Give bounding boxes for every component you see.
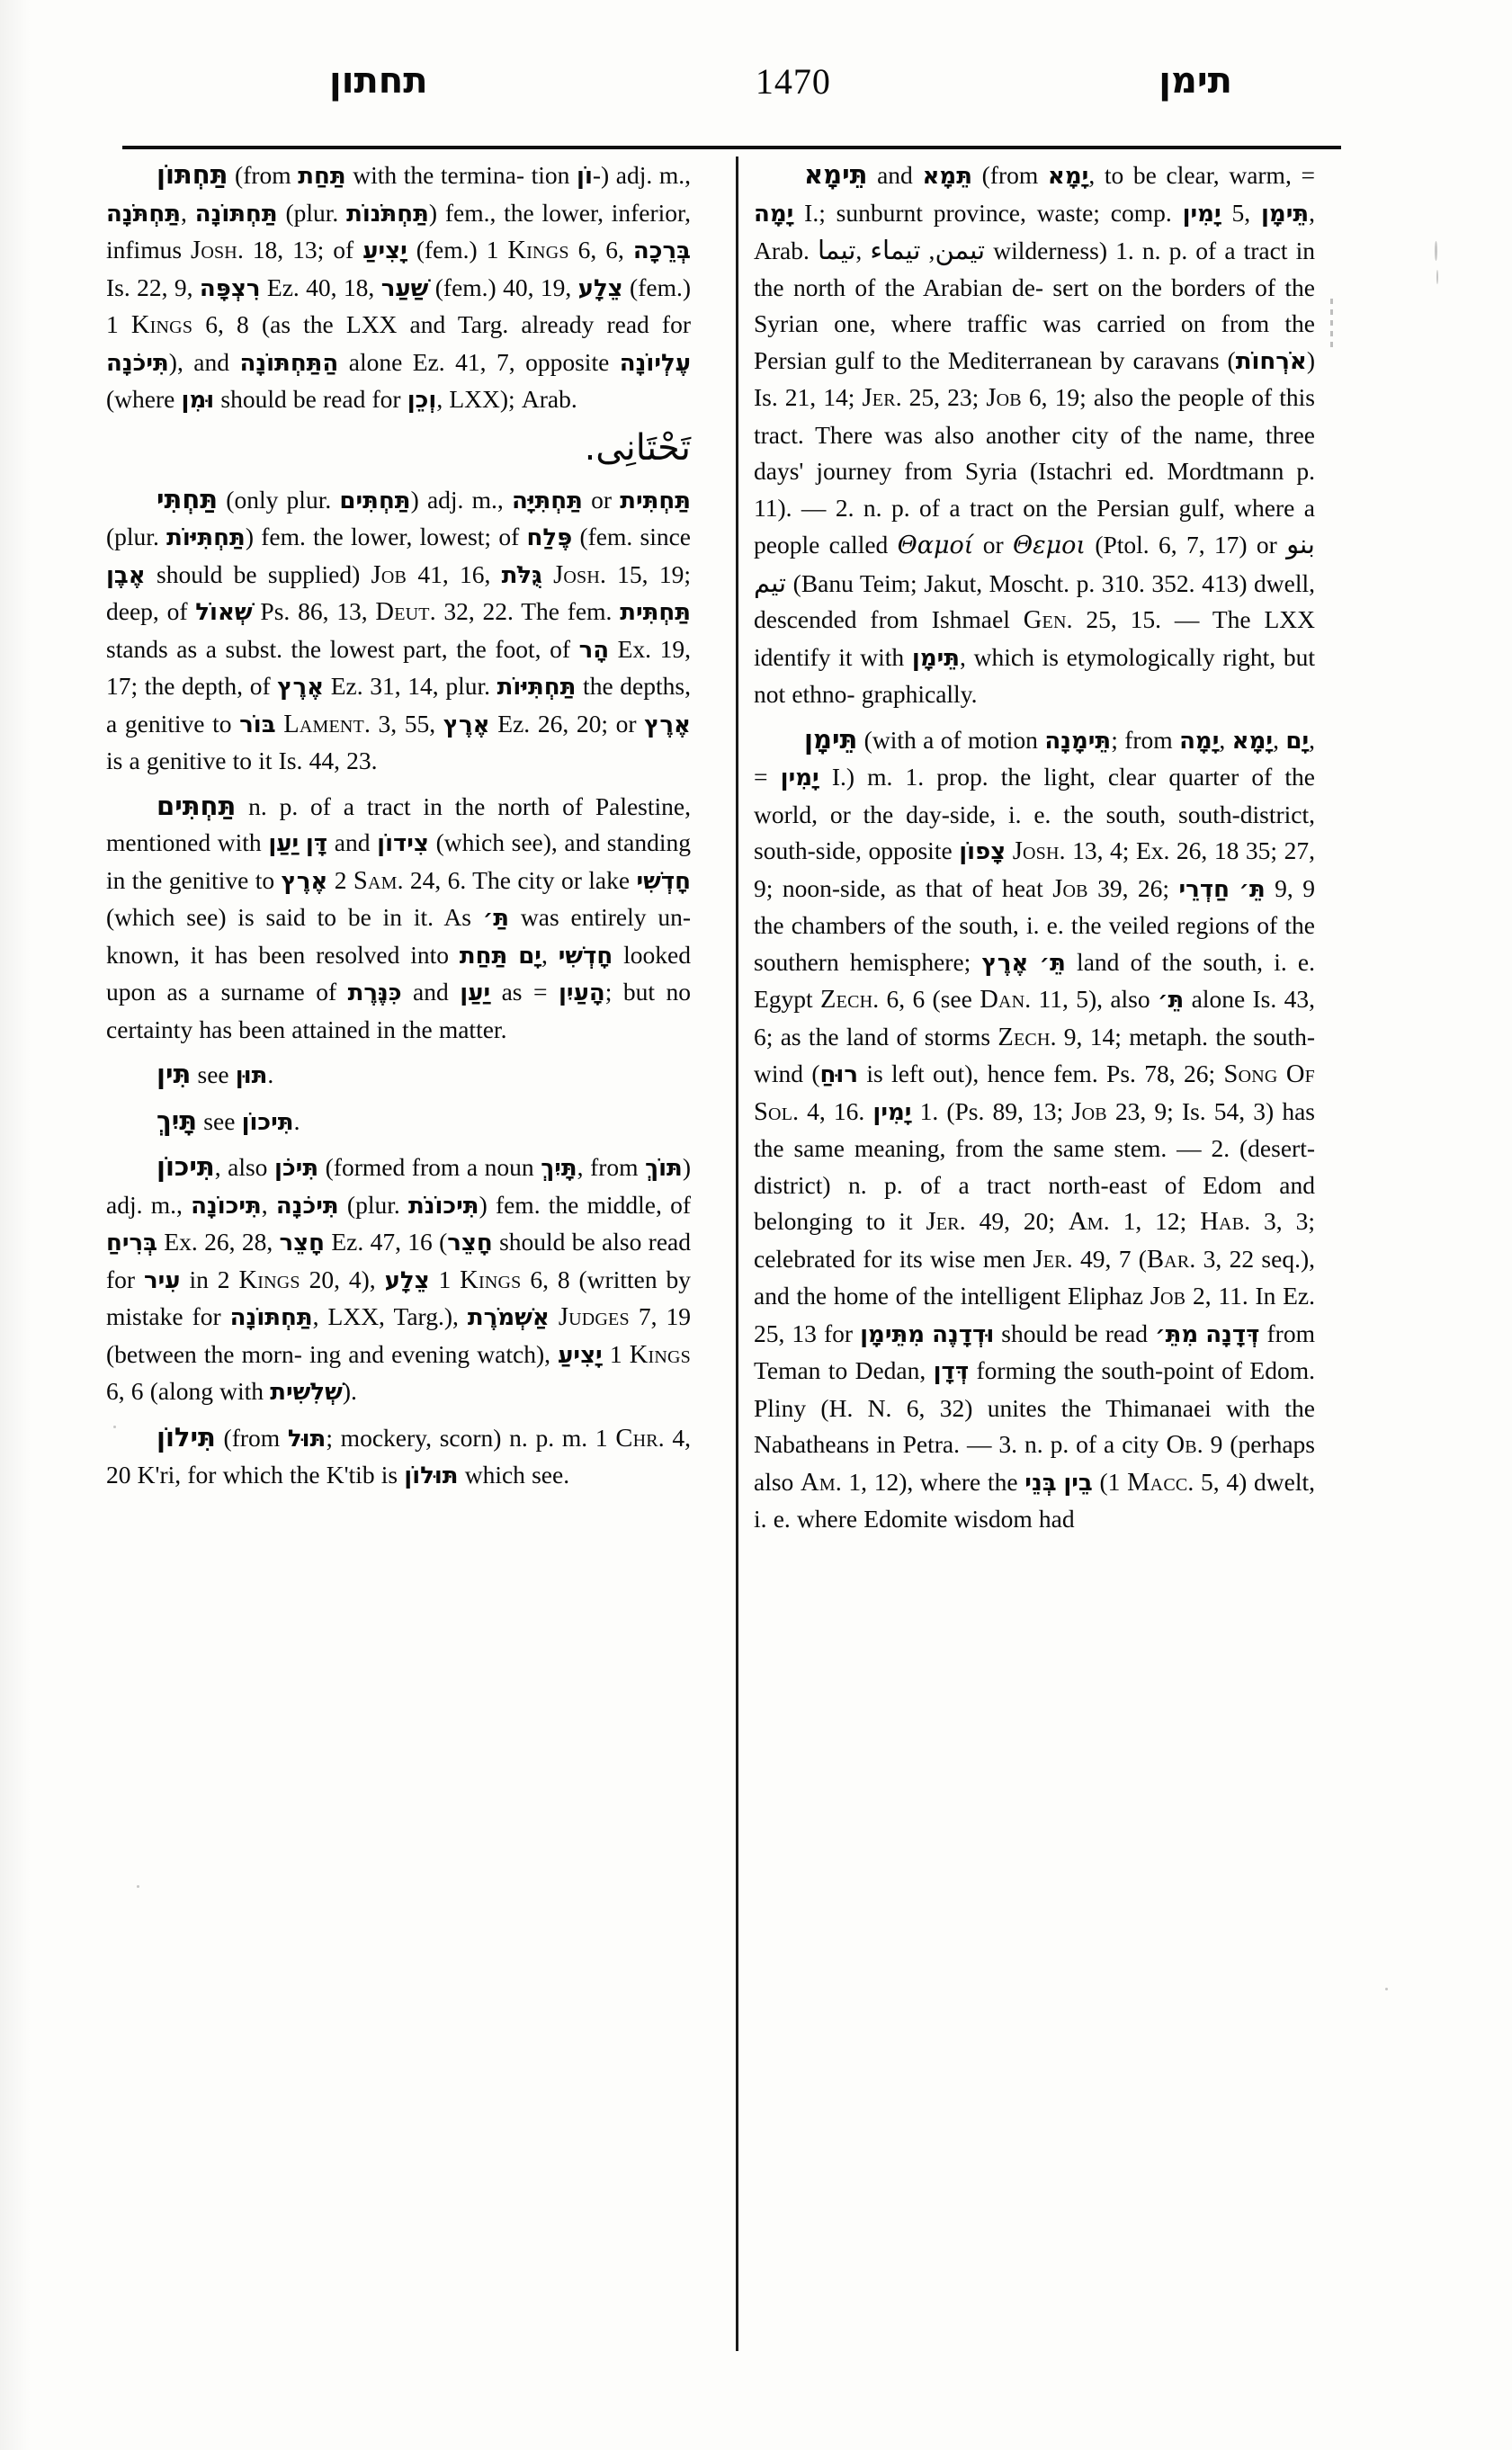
scan-speck	[1435, 241, 1437, 261]
hebrew-word: הָר	[578, 636, 610, 664]
hebrew-word: תָּיִךְ	[157, 1104, 198, 1136]
reference-siglum: Chr	[615, 1424, 658, 1453]
scan-speck	[137, 1885, 139, 1888]
reference-siglum: Ob	[1166, 1431, 1197, 1459]
hebrew-word: דָּן	[305, 830, 328, 857]
arabic-cognate-line: تَحْتَانِى.	[584, 426, 691, 469]
hebrew-word: דְּדָנָה	[1205, 1320, 1260, 1348]
hebrew-word: בְּרֵכָה	[632, 237, 691, 264]
reference-siglum: Job	[1071, 1097, 1107, 1126]
hebrew-word: אֹרְחוֹת	[1235, 347, 1307, 375]
reference-siglum: Job	[986, 384, 1022, 412]
hebrew-word: יַעַן	[460, 979, 491, 1006]
reference-siglum: Kings	[460, 1265, 522, 1294]
hebrew-word: אֶרֶץ	[644, 711, 691, 738]
reference-siglum: Hab	[1200, 1208, 1245, 1236]
hebrew-word: תַּחְתּוֹנָה	[194, 200, 278, 228]
dictionary-entry: תַּחְתּוֹן (from תַּחַת with the termina- tion וֹן-) adj. m., תַּחְתֹּנָה, תַּחְתּוֹנָה (plur. תַּחְתֹּנוֹת) fem., the lower, inferior, infimus Josh. 18, 13; of יָצִיעַ (fem.) 1 Kings 6, 6, בְּרֵכָה Is. 22, 9, רִצְפָּה Ez. 40, 18, שַׁעַר (fem.) 40, 19, צֵלָע (fem.) 1 Kings 6, 8 (as the LXX and Targ. already read for תִּיכֹנָה), and הַתַּחְתּוֹנָה alone Ez. 41, 7, opposite עֶלְיוֹנָה (where וּמִן should be read for וְכֵן, LXX); Arab.	[106, 159, 691, 414]
hebrew-word: צֵלָע	[577, 274, 623, 302]
hebrew-word: תֵּימָן	[1260, 200, 1310, 228]
hebrew-word: חַדְרֵי	[1178, 875, 1230, 903]
reference-siglum: Zech	[998, 1023, 1051, 1051]
reference-siglum: Jer	[1033, 1245, 1067, 1274]
hebrew-word: יָמָא	[1231, 727, 1274, 755]
reference-siglum: Job	[1052, 874, 1088, 903]
reference-siglum: Gen	[1023, 606, 1067, 634]
hebrew-word: תַּחְתִּית	[620, 599, 691, 626]
hebrew-word: תַּחְתֹּנָה	[106, 200, 182, 228]
hebrew-word: יָמָה	[1179, 727, 1220, 755]
hebrew-word: אֶרֶץ	[277, 674, 325, 701]
running-head	[106, 60, 1365, 140]
dictionary-entry: תִּיכוֹן, also תִּיכֹן (formed from a noun תָּיִךְ, from תּוֹךְ) adj. m., תִּיכוֹנָה, תִּיכֹנָה (plur. תִּיכוֹנֹת) fem. the middle, of בְּרִיחַ Ex. 26, 28, חָצֵר Ez. 47, 16 (חָצֵר should be also read for עִיר in 2 Kings 20, 4), צֵלָע 1 Kings 6, 8 (written by mistake for תַּחְתּוֹנָה, LXX, Targ.), אַשְׁמֹרֶת Judges 7, 19 (between the morn- ing and evening watch), יָצִיעַ 1 Kings 6, 6 (along with שְׁלִשִׁית).	[106, 1151, 691, 1406]
hebrew-word: וּמִן	[181, 387, 215, 414]
hebrew-word: יָמָה	[754, 200, 794, 228]
arabic-word: تيما	[817, 235, 856, 265]
hebrew-word: תַּחַת	[298, 163, 346, 190]
hebrew-word: שְׁלִשִׁית	[270, 1379, 343, 1406]
hebrew-word: תִּיכוֹנֹת	[407, 1192, 479, 1220]
reference-siglum: Judges	[558, 1303, 630, 1331]
hebrew-word: תּוּלוֹן	[404, 1462, 459, 1489]
hebrew-word: כִּנֶּרֶת	[347, 979, 402, 1006]
hebrew-word: פֶּלַח	[526, 524, 573, 551]
reference-siglum: Dan	[980, 986, 1025, 1014]
reference-siglum: Jer	[926, 1208, 960, 1236]
hebrew-word: תּוֹךְ	[645, 1155, 683, 1182]
hebrew-word: בֵין	[1063, 1469, 1093, 1497]
hebrew-word: תּוּן	[235, 1062, 268, 1089]
hebrew-word: תֵּ׳	[1157, 987, 1185, 1014]
reference-siglum: Kings	[629, 1340, 691, 1369]
hebrew-word: תִּיכֹן	[274, 1155, 319, 1182]
hebrew-word: יָצִיעַ	[362, 237, 407, 264]
hebrew-word: תַּחְתִּית	[620, 487, 692, 514]
arabic-word: تيماء	[870, 235, 921, 265]
hebrew-word: תַּחְתִּי	[157, 483, 219, 514]
hebrew-word: שְׁאוֹל	[195, 599, 253, 626]
arabic-word: بنو	[1286, 529, 1315, 559]
dictionary-entry: תַּחְתִּים n. p. of a tract in the north of Palestine, mentioned with יַעַן דָּן and צִידוֹן (which see), and standing in the genitive to אֶרֶץ 2 Sam. 24, 6. The city or lake חָדְשִׁי (which see) is said to be in it. As תַּ׳ was entirely un- known, it has been resolved into תַּחַת יָם, חָדְשִׁי looked upon as a surname of כִּנֶּרֶת and יַעַן as = הָעַיִן; but no certainty has been attained in the matter.	[106, 790, 692, 1043]
hebrew-word: תֵּ׳	[1039, 949, 1066, 977]
reference-siglum: Job	[1150, 1283, 1186, 1310]
greek-word: Θεμοι	[1012, 532, 1086, 559]
hebrew-word: יָמִין	[1182, 200, 1221, 228]
reference-siglum: Zech	[820, 986, 873, 1014]
reference-siglum: Song	[1223, 1060, 1278, 1088]
arabic-word: تيم	[754, 567, 787, 598]
reference-siglum: Sol	[754, 1097, 793, 1126]
reference-siglum: Kings	[507, 237, 569, 264]
hebrew-word: תַּחְתּוֹנָה	[229, 1304, 313, 1331]
hebrew-word: יָמָא	[1047, 163, 1089, 190]
hebrew-word: תַּ׳	[482, 905, 510, 932]
hebrew-word: חָדְשִׁי	[636, 867, 691, 895]
reference-siglum: Bar	[1146, 1245, 1190, 1274]
reference-siglum: Jer	[862, 384, 896, 412]
hebrew-word: חָצֵר	[279, 1229, 326, 1256]
hebrew-word: מִתֵּ׳	[1155, 1320, 1199, 1348]
hebrew-word: תֵּמָא	[922, 163, 972, 190]
dictionary-entry: תִּילוֹן (from תּוּל; mockery, scorn) n. p. m. 1 Chr. 4, 20 K'ri, for which the K'tib is תּוּלוֹן which see.	[106, 1421, 691, 1489]
reference-siglum: Job	[371, 560, 407, 589]
hebrew-word: עִיר	[143, 1266, 181, 1294]
reference-siglum: Kings	[130, 311, 193, 339]
hebrew-word: אֶרֶץ	[443, 711, 490, 738]
reference-siglum: Sam	[353, 866, 398, 895]
hebrew-word: גֻּלֹּת	[501, 561, 542, 589]
hebrew-word: הַתַּחְתּוֹנָה	[239, 349, 339, 377]
hebrew-word: תַּחְתּוֹן	[157, 159, 228, 190]
hebrew-word: תִּיכֹנָה	[275, 1192, 339, 1220]
hebrew-word: תַּחְתִּיּוֹת	[166, 524, 246, 551]
gutter-shadow	[0, 0, 31, 2450]
hebrew-word: עֶלְיוֹנָה	[619, 349, 691, 377]
hebrew-word: בְּרִיחַ	[106, 1229, 158, 1256]
hebrew-word: וּדְדָנֶה	[932, 1320, 995, 1348]
text-columns	[106, 156, 1365, 1540]
arabic-word: تيمن	[935, 235, 986, 265]
reference-siglum: Am	[801, 1468, 836, 1497]
hebrew-word: בְּנֵי	[1024, 1469, 1057, 1497]
page-content-area	[106, 60, 1365, 2392]
hebrew-word: מִתֵּימָן	[860, 1320, 926, 1348]
reference-siglum: Macc	[1127, 1468, 1188, 1497]
hebrew-word: אֶרֶץ	[281, 867, 328, 895]
scan-speck	[1385, 1988, 1388, 1990]
hebrew-word: תֵּימָן	[804, 723, 858, 755]
hebrew-word: הָעַיִן	[559, 979, 605, 1006]
reference-siglum: Josh	[191, 237, 237, 264]
hebrew-word: תַּחַת	[459, 942, 508, 970]
hebrew-word: יָמִין	[780, 765, 819, 791]
hebrew-word: יָצִיעַ	[558, 1341, 603, 1369]
hebrew-word: בּוֹר	[239, 711, 276, 738]
hebrew-word: תִּיכוֹנָה	[191, 1192, 262, 1220]
reference-siglum: Lament	[283, 710, 364, 738]
dictionary-entry: תָּיִךְ see תִּיכוֹן.	[157, 1104, 300, 1136]
greek-word: Θαμοί	[897, 532, 974, 559]
hebrew-word: חָדְשִׁי	[558, 942, 613, 970]
hebrew-word: דְּדָן	[933, 1358, 970, 1385]
hebrew-word: רִצְפָּה	[199, 274, 261, 302]
hebrew-word: שַׁעַר	[380, 274, 429, 302]
hebrew-word: אֶבֶן	[106, 561, 146, 589]
reference-siglum: Of	[1285, 1060, 1315, 1088]
reference-siglum: Josh	[1012, 837, 1060, 865]
hebrew-word: רוּחַ	[819, 1061, 858, 1088]
hebrew-word: תַּחְתֹּנוֹת	[346, 200, 429, 228]
dictionary-entry: תִּין see תּוּן.	[157, 1059, 274, 1089]
hebrew-word: יַעַן	[268, 830, 300, 857]
hebrew-word: תֵּימָא	[804, 159, 868, 190]
reference-siglum: Deut	[375, 598, 430, 626]
hebrew-word: צִידוֹן	[377, 830, 429, 857]
hebrew-word: יָם	[1285, 727, 1310, 755]
hebrew-word: תֵּימָן	[911, 644, 961, 672]
right-text-column	[711, 156, 1315, 1540]
hebrew-word: תַּחְתִּים	[157, 790, 237, 821]
reference-siglum: Josh	[553, 560, 600, 589]
hebrew-word: תִּילוֹן	[157, 1421, 216, 1453]
hebrew-word: תַּחְתִּים	[339, 487, 411, 514]
hebrew-word: צֵלָע	[384, 1266, 430, 1294]
page-number: 1470	[755, 61, 831, 102]
scan-speck	[113, 1426, 116, 1428]
scan-speck	[1436, 270, 1438, 284]
hebrew-word: חָצֵר	[447, 1229, 493, 1256]
hebrew-word: תַּחְתִּיּוֹת	[497, 674, 577, 701]
running-head-right-hebrew: תימן	[1159, 60, 1232, 102]
hebrew-word: תִּין	[157, 1059, 192, 1089]
hebrew-word: אֶרֶץ	[981, 949, 1029, 977]
hebrew-word: תֵּימָנָה	[1044, 727, 1112, 755]
dictionary-entry: תַּחְתִּי (only plur. תַּחְתִּים) adj. m., תַּחְתִּיָּה or תַּחְתִּית (plur. תַּחְתִּיּוֹת) fem. the lower, lowest; of פֶּלַח (fem. since אֶבֶן should be supplied) Job 41, 16, גֻּלֹּת Josh. 15, 19; deep, of שְׁאוֹל Ps. 86, 13, Deut. 32, 22. The fem. תַּחְתִּית stands as a subst. the lowest part, the foot, of הָר Ex. 19, 17; the depth, of אֶרֶץ Ez. 31, 14, plur. תַּחְתִּיּוֹת the depths, a genitive to בּוֹר Lament. 3, 55, אֶרֶץ Ez. 26, 20; or אֶרֶץ is a genitive to it Is. 44, 23.	[106, 483, 692, 774]
dictionary-entry: תֵּימָן (with a of motion תֵּימָנָה; from יָמָה, יָמָא, יָם, = יָמִין I.) m. 1. prop. the light, clear quarter of the world, or the day-side, i. e. the south, south-district, south-side, opposite צָפוֹן Josh. 13, 4; Ex. 26, 18 35; 27, 9; noon-side, as that of heat Job 39, 26; חַדְרֵי תֵּ׳ 9, 9 the chambers of the south, i. e. the veiled regions of the southern hemisphere; אֶרֶץ תֵּ׳ land of the south, i. e. Egypt Zech. 6, 6 (see Dan. 11, 5), also תֵּ׳ alone Is. 43, 6; as the land of storms Zech. 9, 14; metaph. the south-wind (רוּחַ is left out), hence fem. Ps. 78, 26; Song Of Sol. 4, 16. יָמִין 1. (Ps. 89, 13; Job 23, 9; Is. 54, 3) has the same meaning, from the same stem. — 2. (desert-district) n. p. of a tract north-east of Edom and belonging to it Jer. 49, 20; Am. 1, 12; Hab. 3, 3; celebrated for its wise men Jer. 49, 7 (Bar. 3, 22 seq.), and the home of the intelligent Eliphaz Job 2, 11. In Ez. 25, 13 for מִתֵּימָן וּדְדָנֶה should be read מִתֵּ׳ דְּדָנָה from Teman to Dedan, דְּדָן forming the south-point of Edom. Pliny (H. N. 6, 32) unites the Thimanaei with the Nabatheans in Petra. — 3. n. p. of a city Ob. 9 (perhaps also Am. 1, 12), where the בְּנֵי בֵין (1 Macc. 5, 4) dwelt, i. e. where Edomite wisdom had	[754, 723, 1316, 1533]
hebrew-word: צָפוֹן	[959, 838, 1007, 865]
reference-siglum: Am	[1068, 1208, 1104, 1236]
hebrew-word: תִּיכֹנָה	[106, 349, 169, 377]
header-rule	[122, 146, 1341, 149]
hebrew-word: יָמִין	[872, 1098, 912, 1126]
hebrew-word: תֵּ׳	[1239, 875, 1266, 903]
hebrew-word: תִּיכוֹן	[157, 1151, 215, 1182]
hebrew-word: אַשְׁמֹרֶת	[467, 1304, 550, 1331]
running-head-left-hebrew: תחתון	[329, 60, 428, 102]
hebrew-word: וְכֵן	[407, 387, 437, 414]
hebrew-word: יָם	[518, 942, 541, 970]
reference-siglum: Kings	[238, 1265, 300, 1294]
hebrew-word: וֹן	[577, 163, 593, 190]
hebrew-word: תַּחְתִּיָּה	[511, 487, 583, 514]
hebrew-word: תּוּל	[287, 1425, 327, 1453]
hebrew-word: תָּיִךְ	[541, 1155, 577, 1182]
hebrew-word: תִּיכוֹן	[241, 1108, 294, 1136]
dictionary-entry: תֵּימָא and תֵּמָא (from יָמָא, to be clear, warm, = יָמָה I.; sunburnt province, waste; comp. יָמִין 5, תֵּימָן, Arab. تيما, تيماء ,تيمن wilderness) 1. n. p. of a tract in the north of the Arabian de- sert on the borders of the Syrian one, where traffic was carried on from the Persian gulf to the Mediterranean by caravans (אֹרְחוֹת) Is. 21, 14; Jer. 25, 23; Job 6, 19; also the people of this tract. There was also another city of the name, three days' journey from Syria (Istachri ed. Mordtmann p. 11). — 2. n. p. of a tract on the Persian gulf, where a people called Θαμοί or Θεμοι (Ptol. 6, 7, 17) or بنو تيم (Banu Teim; Jakut, Moscht. p. 310. 352. 413) dwell, descended from Ishmael Gen. 25, 15. — The LXX identify it with תֵּימָן, which is etymologically right, but not ethno- graphically.	[754, 159, 1316, 708]
left-text-column	[106, 156, 711, 1540]
